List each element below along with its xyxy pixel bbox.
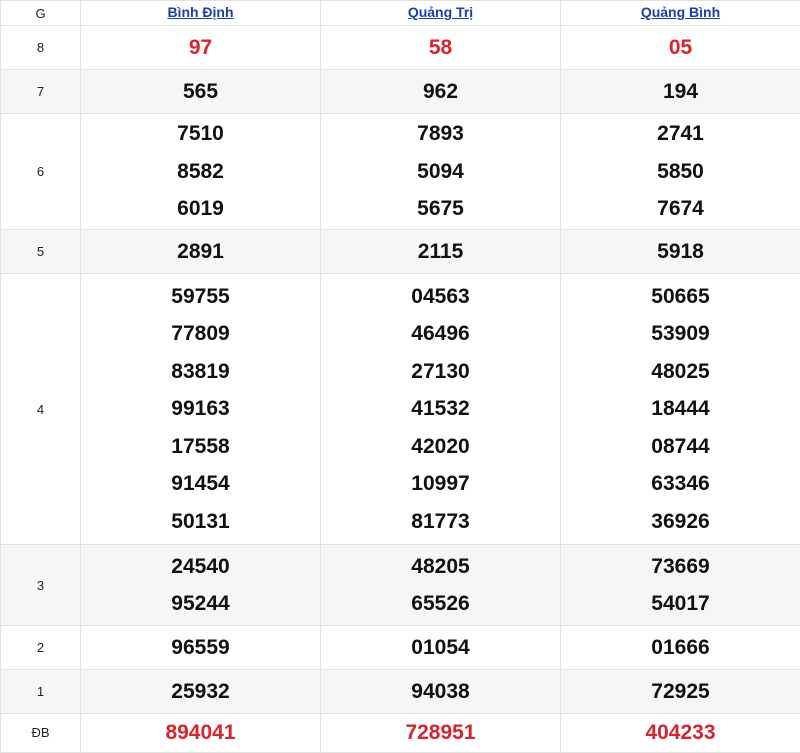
result-number: 5918 xyxy=(561,233,800,271)
result-cell xyxy=(321,274,561,545)
result-number: 2115 xyxy=(321,233,560,271)
prize-row-7 xyxy=(1,70,800,114)
result-number: 36926 xyxy=(561,503,800,541)
result-number: 5094 xyxy=(321,153,560,191)
result-number: 10997 xyxy=(321,465,560,503)
result-cell xyxy=(561,274,800,545)
result-cell xyxy=(561,545,800,626)
result-number: 94038 xyxy=(321,673,560,711)
result-number: 48205 xyxy=(321,548,560,586)
result-number: 6019 xyxy=(81,190,320,228)
prize-label: 1 xyxy=(1,670,81,714)
result-cell xyxy=(321,626,561,670)
result-cell xyxy=(561,230,800,274)
result-number: 27130 xyxy=(321,353,560,391)
result-cell xyxy=(81,545,321,626)
result-number: 96559 xyxy=(81,629,320,667)
result-number: 48025 xyxy=(561,353,800,391)
result-cell xyxy=(321,670,561,714)
result-number: 50665 xyxy=(561,278,800,316)
result-number: 565 xyxy=(81,73,320,111)
result-number: 65526 xyxy=(321,585,560,623)
result-number: 7510 xyxy=(81,115,320,153)
result-cell xyxy=(321,545,561,626)
prize-label: 8 xyxy=(1,26,81,70)
prize-row-8 xyxy=(1,26,800,70)
result-number: 962 xyxy=(321,73,560,111)
result-number: 5675 xyxy=(321,190,560,228)
result-number: 73669 xyxy=(561,548,800,586)
result-number: 2891 xyxy=(81,233,320,271)
result-number: 01666 xyxy=(561,629,800,667)
result-number: 7674 xyxy=(561,190,800,228)
result-cell xyxy=(321,714,561,753)
prize-column-header: G xyxy=(1,1,81,26)
result-number: 8582 xyxy=(81,153,320,191)
result-cell xyxy=(321,70,561,114)
result-cell xyxy=(561,714,800,753)
result-number: 59755 xyxy=(81,278,320,316)
result-number: 58 xyxy=(321,29,560,67)
result-number: 99163 xyxy=(81,390,320,428)
province-link-binh-dinh[interactable]: Bình Định xyxy=(167,4,233,20)
prize-row-db xyxy=(1,714,800,753)
results-body xyxy=(1,26,800,753)
province-header-quang-tri xyxy=(321,1,561,26)
result-number: 72925 xyxy=(561,673,800,711)
result-cell xyxy=(81,274,321,545)
result-cell xyxy=(81,714,321,753)
province-link-quang-tri[interactable]: Quảng Trị xyxy=(408,4,473,20)
header-row xyxy=(1,1,800,26)
result-number: 404233 xyxy=(561,714,800,752)
result-cell xyxy=(81,70,321,114)
result-number: 18444 xyxy=(561,390,800,428)
result-cell xyxy=(81,26,321,70)
result-number: 04563 xyxy=(321,278,560,316)
result-cell xyxy=(81,114,321,230)
result-number: 46496 xyxy=(321,315,560,353)
result-number: 95244 xyxy=(81,585,320,623)
prize-label: 4 xyxy=(1,274,81,545)
province-link-quang-binh[interactable]: Quảng Bình xyxy=(641,4,720,20)
result-cell xyxy=(561,70,800,114)
result-cell xyxy=(561,26,800,70)
prize-row-5 xyxy=(1,230,800,274)
result-number: 08744 xyxy=(561,428,800,466)
result-cell xyxy=(321,230,561,274)
result-number: 83819 xyxy=(81,353,320,391)
result-number: 7893 xyxy=(321,115,560,153)
prize-row-6 xyxy=(1,114,800,230)
result-number: 24540 xyxy=(81,548,320,586)
result-number: 25932 xyxy=(81,673,320,711)
result-cell xyxy=(81,626,321,670)
result-number: 91454 xyxy=(81,465,320,503)
prize-label: ĐB xyxy=(1,714,81,753)
result-cell xyxy=(321,26,561,70)
prize-row-4 xyxy=(1,274,800,545)
prize-row-3 xyxy=(1,545,800,626)
result-number: 17558 xyxy=(81,428,320,466)
result-cell xyxy=(561,670,800,714)
prize-label: 5 xyxy=(1,230,81,274)
prize-label: 6 xyxy=(1,114,81,230)
result-number: 54017 xyxy=(561,585,800,623)
result-cell xyxy=(561,626,800,670)
result-number: 728951 xyxy=(321,714,560,752)
prize-label: 2 xyxy=(1,626,81,670)
result-number: 42020 xyxy=(321,428,560,466)
result-number: 50131 xyxy=(81,503,320,541)
result-number: 05 xyxy=(561,29,800,67)
prize-label: 7 xyxy=(1,70,81,114)
result-cell xyxy=(561,114,800,230)
province-header-quang-binh xyxy=(561,1,800,26)
prize-label: 3 xyxy=(1,545,81,626)
result-number: 2741 xyxy=(561,115,800,153)
result-cell xyxy=(81,230,321,274)
result-number: 41532 xyxy=(321,390,560,428)
prize-row-2 xyxy=(1,626,800,670)
result-number: 77809 xyxy=(81,315,320,353)
prize-row-1 xyxy=(1,670,800,714)
result-number: 53909 xyxy=(561,315,800,353)
result-number: 81773 xyxy=(321,503,560,541)
result-number: 194 xyxy=(561,73,800,111)
result-cell xyxy=(321,114,561,230)
result-number: 894041 xyxy=(81,714,320,752)
result-cell xyxy=(81,670,321,714)
result-number: 63346 xyxy=(561,465,800,503)
result-number: 01054 xyxy=(321,629,560,667)
province-header-binh-dinh xyxy=(81,1,321,26)
result-number: 5850 xyxy=(561,153,800,191)
result-number: 97 xyxy=(81,29,320,67)
